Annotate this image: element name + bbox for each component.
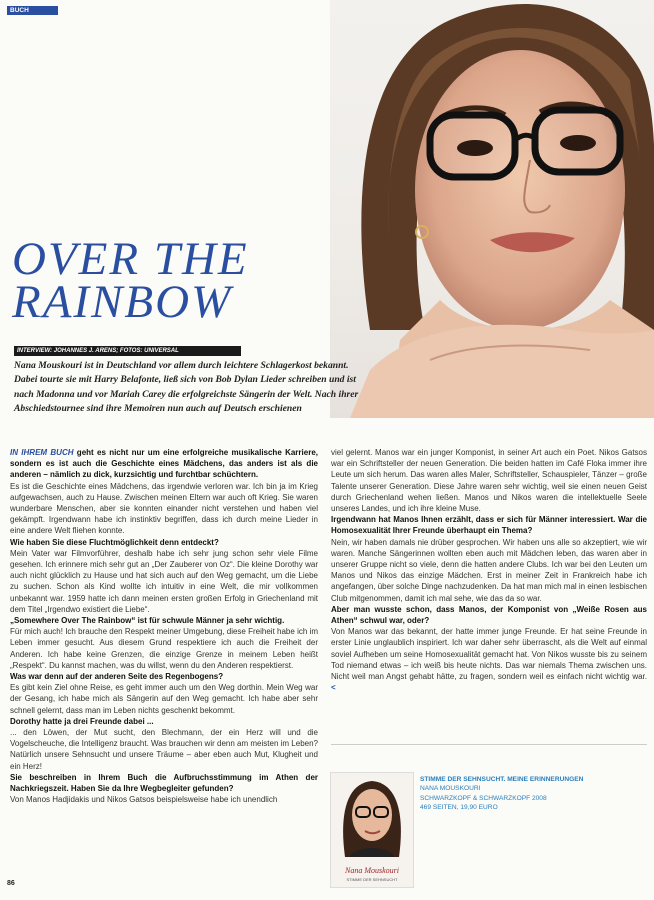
question: „Somewhere Over The Rainbow“ ist für schwule Männer ja sehr wichtig. bbox=[10, 616, 285, 626]
section-tag: BUCH bbox=[7, 6, 58, 15]
book-title: STIMME DER SEHNSUCHT. MEINE ERINNERUNGEN bbox=[420, 776, 584, 783]
portrait-illustration bbox=[330, 0, 654, 418]
title-line-2: RAINBOW bbox=[12, 276, 233, 328]
portrait-photo bbox=[330, 0, 654, 418]
question: Dorothy hatte ja drei Freunde dabei ... bbox=[10, 716, 154, 726]
article-title bbox=[12, 233, 332, 328]
lead-paragraph bbox=[14, 359, 444, 416]
intro-question bbox=[10, 447, 318, 481]
text-column-2 bbox=[331, 447, 647, 693]
book-info bbox=[420, 775, 650, 813]
credit-bar: INTERVIEW: JOHANNES J. ARENS; FOTOS: UNIVERSAL bbox=[14, 346, 241, 356]
book-cover-subtitle: STIMME DER SEHNSUCHT bbox=[346, 877, 398, 882]
question: Sie beschreiben in Ihrem Buch die Aufbruchsstimmung im Athen der Nachkriegszeit. Haben Sie da Ihre Wegbegleiter gefunden? bbox=[10, 772, 318, 794]
answer-paragraph: Es gibt kein Ziel ohne Reise, es geht immer auch um den Weg dorthin. Mein Weg war der Gesang, ich habe mich als Sängerin auf den Weg gemacht. Ich habe aber sehr schnell gelernt, dass man im Leben nichts geschenkt bekommt. bbox=[10, 683, 318, 715]
book-cover bbox=[330, 772, 414, 888]
answer-paragraph: ... den Löwen, der Mut sucht, den Blechmann, der ein Herz will und die Vogelscheuche, die Intelligenz braucht. Was brauchen wir denn am meisten im Leben? Natürlich unsere Sehnsucht und unsere Träume – aber eben auch Mut, Klugheit und ein Herz! bbox=[10, 728, 318, 771]
question: Irgendwann hat Manos Ihnen erzählt, dass er sich für Männer interessiert. War die Homosexualität Ihrer Freunde überhaupt ein Thema? bbox=[331, 515, 647, 536]
answer-paragraph: Mein Vater war Filmvorführer, deshalb habe ich sehr jung schon sehr viele Filme gesehen. Ich erinnere mich sehr gut an „Der Zauberer von Oz“. Die kleine Dorothy war auch nicht glücklich zu Hause und hat sich auch auf den Weg gemacht, um die Liebe zu suchen. Schon als Kind wollte ich intuitiv in eine Welt, die mir vollkommen unbekannt war. 1959 hatte ich dann meinen ersten großen Erfolg in Griechenland mit dem Titel „Irgendwo existiert die Liebe“. bbox=[10, 548, 318, 614]
divider bbox=[331, 744, 647, 745]
lead-line: Dabei tourte sie mit Harry Belafonte, ließ sich von Bob Dylan Lieder schreiben und ist bbox=[14, 374, 356, 386]
question: Aber man wusste schon, dass Manos, der Komponist von „Weiße Rosen aus Athen“ schwul war, oder? bbox=[331, 604, 647, 626]
book-cover-portrait bbox=[331, 773, 413, 857]
intro-head: IN IHREM BUCH bbox=[10, 448, 74, 457]
book-publisher: SCHWARZKOPF & SCHWARZKOPF 2008 bbox=[420, 794, 547, 802]
question: Wie haben Sie diese Fluchtmöglichkeit denn entdeckt? bbox=[10, 537, 219, 547]
book-author: NANA MOUSKOURI bbox=[420, 785, 481, 793]
question: Was war denn auf der anderen Seite des Regenbogens? bbox=[10, 672, 224, 682]
answer-paragraph: viel gelernt. Manos war ein junger Komponist, in seiner Art auch ein Poet. Nikos Gatsos war ein Schriftsteller der neuen Generation. Die beiden hatten im Café Floka immer ihre Leute um sich herum. Das waren alles Maler, Schriftsteller, Schauspieler, Tänzer – große Talente unserer Generation. Diese Jahre waren sehr wichtig, weil sie einen neuen Geist durch Griechenland wehen ließen. Manos und Nikos waren die intellektuelle Seele unseres Landes, und ich ihre kleine Muse. bbox=[331, 448, 647, 514]
answer-paragraph: Nein, wir haben damals nie drüber gesprochen. Wir haben uns alle so akzeptiert, wie wir waren. Manche Sängerinnen wollten eben auch mit Mädchen leben, das waren aber in unserer Gruppe nicht so viele, denn die hatten andere Clubs. Ich war bei den Leuten um Manos und Nikos das einzige Mädchen. Erst in meiner Zeit in Frankreich habe ich angefangen, über solche Dinge nachzudenken. Da hat man mich mal in einen lesbischen Club mitgenommen, damit ich mal sehe, wie das da so war. bbox=[331, 537, 647, 603]
text-column-1 bbox=[10, 447, 318, 806]
lead-line: Nana Mouskouri ist in Deutschland vor allem durch leichtere Schlagerkost bekannt. bbox=[14, 360, 349, 371]
intro-rest: geht es nicht nur um eine erfolgreiche musikalische Karriere, sondern es ist auch die Geschichte eines Mädchens, das anders ist als die anderen – nämlich zu dick, kurzsichtig und furchtbar schüchtern. bbox=[10, 448, 318, 480]
answer-paragraph: Von Manos Hadjidakis und Nikos Gatsos beispielsweise habe ich unendlich bbox=[10, 795, 278, 805]
book-cover-author: Nana Mouskouri bbox=[345, 866, 399, 875]
lead-line: nach Madonna und vor Mariah Carey die erfolgreichste Sängerin der Welt. Nach ihrer bbox=[14, 388, 359, 400]
answer-paragraph: Für mich auch! Ich brauche den Respekt meiner Umgebung, diese Freiheit habe ich im Leben immer gesucht. Aus diesem Grund respektiere ich auch die Freiheit der Anderen. Ich habe keine Grenzen, die einzige Grenze in meinem Leben heißt „Respekt“. Du kannst machen, was du willst, wenn du den Anderen respektierst. bbox=[10, 627, 318, 670]
lead-line: Abschiedstournee sind ihre Memoiren nun auch auf Deutsch erschienen bbox=[14, 402, 302, 414]
answer-paragraph bbox=[331, 626, 647, 693]
answer-paragraph: Es ist die Geschichte eines Mädchens, das irgendwie verloren war. Ich bin ja im Krieg aufgewachsen, auch zu Hause. Zwischen meinen Eltern war auch oft Krieg. Sie waren wunderbare Menschen, aber sie konnten einander nicht verstehen und haben viel gekämpft. Irgendwann habe ich instinktiv begriffen, dass ich durch meine Lieder in eine andere Welt fliehen konnte. bbox=[10, 481, 318, 536]
title-line-1: OVER THE bbox=[12, 233, 249, 285]
page-number: 86 bbox=[7, 880, 15, 887]
answer-text: Von Manos war das bekannt, der hatte immer junge Freunde. Er hat seine Freunde in erster Linie unglaublich inspiriert. Ich war daher sehr überrascht, als die Welt auf einmal soviel Aufheben um seine Homosexualität gemacht hat. Von Nikos wusste bis zu seinem Tod niemand etwas – ich weiß bis heute nichts. Das war niemals Thema zwischen uns. Nicht weil man Angst gehabt hätte, zu fragen, sondern weil es einfach nicht wichtig war. bbox=[331, 627, 647, 682]
book-details: 469 SEITEN, 19,90 EURO bbox=[420, 804, 498, 812]
end-mark: < bbox=[331, 683, 336, 693]
